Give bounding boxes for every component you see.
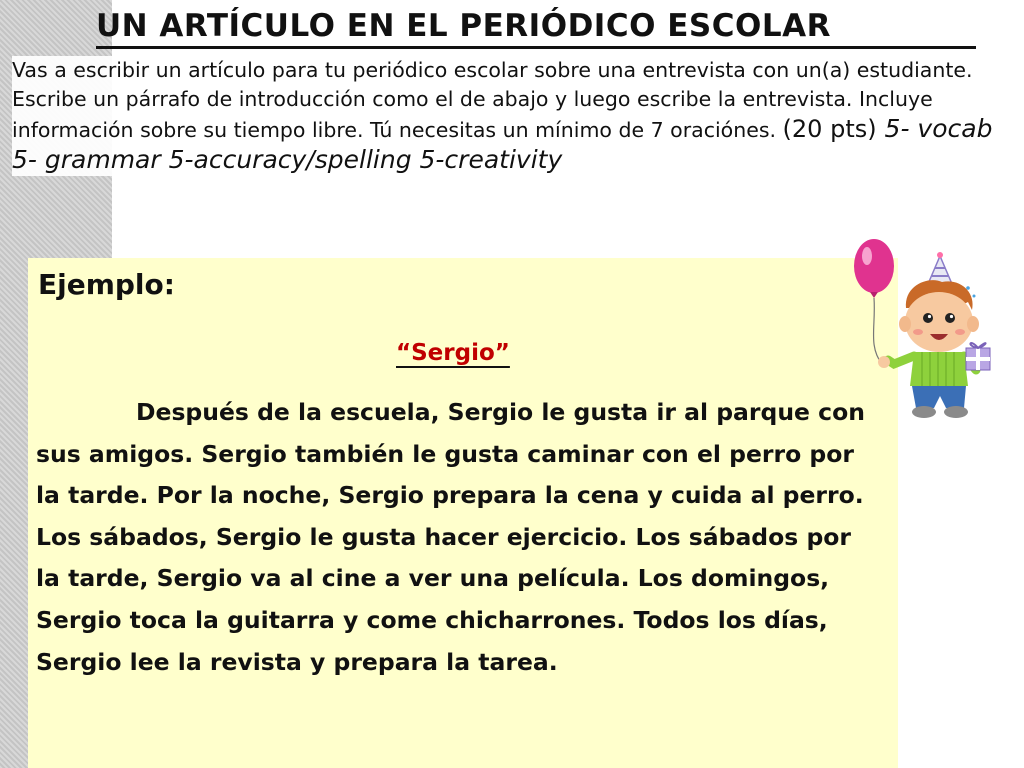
rubric-text: 5- vocab 5- grammar 5-accuracy/spelling 5-creativity xyxy=(12,114,993,174)
party-boy-illustration xyxy=(848,236,998,422)
example-label: Ejemplo: xyxy=(38,268,175,301)
example-name-heading: “Sergio” xyxy=(396,340,510,366)
slide-header xyxy=(0,0,1024,258)
instructions-text xyxy=(12,56,1016,176)
boy-head xyxy=(905,292,973,352)
boy-shirt xyxy=(910,352,968,386)
party-hat-icon xyxy=(928,252,952,284)
example-paragraph: Después de la escuela, Sergio le gusta ir al parque con sus amigos. Sergio también le gusta caminar con el perro por la tarde. Por la noche, Sergio prepara la cena y cuida al perro. Los sábados, Sergio le gusta hacer ejercicio. Los sábados por la tarde, Sergio va al cine a ver una película. Los domingos, Sergio toca la guitarra y come chicharrones. Todos los días, Sergio lee la revista y prepara la tarea. xyxy=(36,398,865,676)
title-underline xyxy=(96,46,976,49)
gift-icon xyxy=(966,343,990,370)
balloon-icon xyxy=(854,239,894,364)
boy-pants xyxy=(912,386,966,408)
page-title: UN ARTÍCULO EN EL PERIÓDICO ESCOLAR xyxy=(96,8,831,44)
example-box xyxy=(28,258,898,768)
points-label: (20 pts) xyxy=(782,115,877,143)
instructions-body: Vas a escribir un artículo para tu periódico escolar sobre una entrevista con un(a) estudiante. Escribe un párrafo de introducción como el de abajo y luego escribe la entrevista. Incluye información sobre su tiempo libre. Tú necesitas un mínimo de 7 oraciónes. xyxy=(12,58,973,142)
